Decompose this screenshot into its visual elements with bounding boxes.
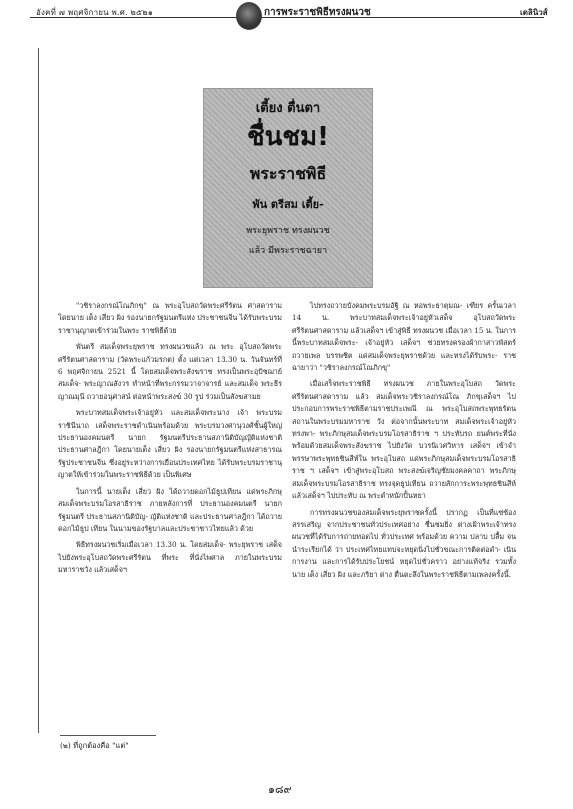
header-source: เดลินิวส์ bbox=[520, 7, 548, 17]
headline-line-3: พระราชพิธี bbox=[249, 164, 327, 183]
headline-image bbox=[203, 88, 373, 288]
headline-line-4: พัน ตรีสม เตี้ย- bbox=[252, 198, 324, 211]
paragraph: เมื่อเสร็จพระราชพิธี ทรงผนวช ภายในพระอุโบสถ วัดพระศรีรัตนศาสดาราม แล้ว สมเด็จพระวชิราลงกรณ์โณ ภิกขุเสด็จฯ ไปประกอบการพระราชพิธีตามราชประเพณี ณ พระอุโบสถพระพุทธรัตนสถานในพระบรมมหาราช วัง ต่อจากนั้นพระบาท สมเด็จพระเจ้าอยู่หัว ทรงพา- พระภิกษุสมเด็จพระบรมโอรสาธิราช ฯ ประทับรถ ยนต์พระที่นั่งพร้อมด้วยสมเด็จพระสังฆราช ไปยังวัด บวรนิเวศวิหาร เสด็จฯ เข้าจำพรรษาพระพุทธชินสีห์ใน พระอุโบสถ แด่พระภิกษุสมเด็จพระบรมโอรสาธิราช ฯ เสด็จฯ เข้าสู่พระอุโบสถ พระสงฆ์เจริญชัยมงคลคาถา พระภิกษุสมเด็จพระบรมโอรสาธิราช ทรงจุดธูปเทียน ถวายสักการะพระพุทธชินสีห์ แล้วเสด็จฯ ไปประทับ ณ พระตำหนักปั้นหยา bbox=[292, 379, 516, 501]
headline-line-5: พระยุพราช ทรงผนวช bbox=[246, 226, 330, 236]
paragraph: พระบาทสมเด็จพระเจ้าอยู่หัว และสมเด็จพระนาง เจ้า พระบรมราชินีนาถ เสด็จพระราชดำเนินพร้อมด้วย พระบรมวงศานุวงศ์ชั้นผู้ใหญ่ ประธานองคมนตรี นายก รัฐมนตรีประธานสภานิติบัญญัติแห่งชาติประธานศาลฎีกา โดยนายเต็ง เสี่ยว ผิง รองนายกรัฐมนตรีแห่งสาธารณ รัฐประชาชนจีน ซึ่งอยู่ระหว่างการเยือนประเทศไทย ได้รับพระบรมราชานุญาตให้เข้าร่วมในพระราชพิธีด้วย เป็นพิเศษ bbox=[58, 408, 282, 480]
paragraph: "วชิราลงกรณ์โณภิกขุ" ณ พระอุโบสถวัดพระศรีรัตน ศาสดาราม โดยนาย เต็ง เสี่ยว ผิง รองนายกรัฐมนตรีแห่ง ประชาชนจีน ได้รับพระบรมราชานุญาตเข้าร่วมในพระ ราชพิธีด้วย bbox=[58, 301, 282, 335]
margin-rule bbox=[38, 48, 39, 733]
paragraph: ไปทรงถวายบังคมพระบรมอัฐิ ณ หอพระธาตุมณ- เฑียร ครั้นเวลา 14 น. พระบาทสมเด็จพระเจ้าอยู่หัวเสด็จ อุโบสถวัดพระศรีรัตนศาสดาราม แล้วเสด็จฯ เข้าสู่พิธี ทรงผนวช เมื่อเวลา 15 น. ในการนี้พระบาทสมเด็จพระ- เจ้าอยู่หัว เสด็จฯ ช่วยทรงครองผ้ากาสาวพัสตร์ถวายเพล บรรพชิต แด่สมเด็จพระยุพราชด้วย และทรงได้รับพระ- ราชฉายาว่า "วชิราลงกรณ์โณภิกขุ" bbox=[292, 301, 516, 373]
royal-emblem-icon bbox=[236, 2, 262, 30]
headline-line-2: ชื่นชม! bbox=[246, 122, 330, 152]
header-date: อังคที่ ๗ พฤศจิกายน พ.ศ. ๒๕๒๑ bbox=[36, 8, 154, 17]
page-number: ๑๘๙ bbox=[268, 783, 292, 796]
paragraph: ในการนี้ นายเต็ง เสี่ยว ผิง ได้ถวายดอกไม้ธูปเทียน แด่พระภิกษุสมเด็จพระบรมโอรสาธิราช ภายหลังการที่ ประธานองคมนตรี นายกรัฐมนตรี ประธานสภานิติบัญ- ญัติแห่งชาติ และประธานศาลฎีกา ได้ถวายดอกไม้ธูป เทียน ในนามของรัฐบาลและประชาชาวไทยแล้ว ด้วย bbox=[58, 486, 282, 533]
footnote-rule bbox=[60, 735, 156, 736]
footnote: (๒) ที่ถูกต้องคือ "แต่" bbox=[60, 741, 129, 750]
header-title: การพระราชพิธีทรงผนวช bbox=[264, 7, 371, 18]
paragraph: พันตรี สมเด็จพระยุพราช ทรงผนวชแล้ว ณ พระ อุโบสถวัดพระศรีรัตนศาสดาราม (วัดพระแก้วมรกต) ตั้ง แต่เวลา 13.30 น. วันจันทร์ที่ 6 พฤศจิกายน 2521 นี้ โดยสมเด็จพระสังฆราช ทรงเป็นพระอุปัชฌาย์ สมเด็จ- พระญาณสังวร ทำหน้าที่พระกรรมวาจาจารย์ และสมเด็จ พระธีรญาณมุนี ถวายอนุศาสน์ ต่อหน้าพระสงฆ์ 30 รูป ร่วมเป็นสังฆสามย bbox=[58, 342, 282, 401]
headline-line-1: เตี้ยง ตื่นตา bbox=[255, 101, 321, 116]
headline-line-6: แล้ว มีพระราชฉายา bbox=[248, 246, 328, 256]
article-right-column bbox=[292, 300, 516, 585]
paragraph: พิธีทรงผนวชเริ่มเมื่อเวลา 13.30 น. โดยสมเด็จ- พระยุพราช เสด็จไปยังพระอุโบสถวัดพระศรีรัตน ที่พระ ที่นั่งไพศาล ภายในพระบรมมหาราชวัง แล้วเสด็จฯ bbox=[58, 540, 282, 575]
article-left-column bbox=[58, 300, 282, 581]
paragraph: การทรงผนวชของสมเด็จพระยุพราชครั้งนี้ ปรากฏ เป็นที่แซ่ซ้องสรรเสริญ จากประชาชนทั่วประเทศอย่าง ชื่นชมยิ่ง ต่างเฝ้าพระเจ้าทรงผนวชที่ได้รับการถ่ายทอดไป ทั่วประเทศ พร้อมด้วย ความ ปลาบ ปลื้ม จนนำระเรียกได้ ว่า ประเทศไทยแทบจะหยุดนิ่งไปชั่วขณะการติดต่อดำ- เนินการงาน และการได้รับประโยชน์ หยุดไปชั่วคราว อย่างแท้จริง รวมทั้ง นาย เต็ง เสี่ยว ผิง และภริยา ต่าง ตื่นตะลึงในพระราชพิธีตามเพลงครั้งนี้. bbox=[292, 507, 516, 579]
